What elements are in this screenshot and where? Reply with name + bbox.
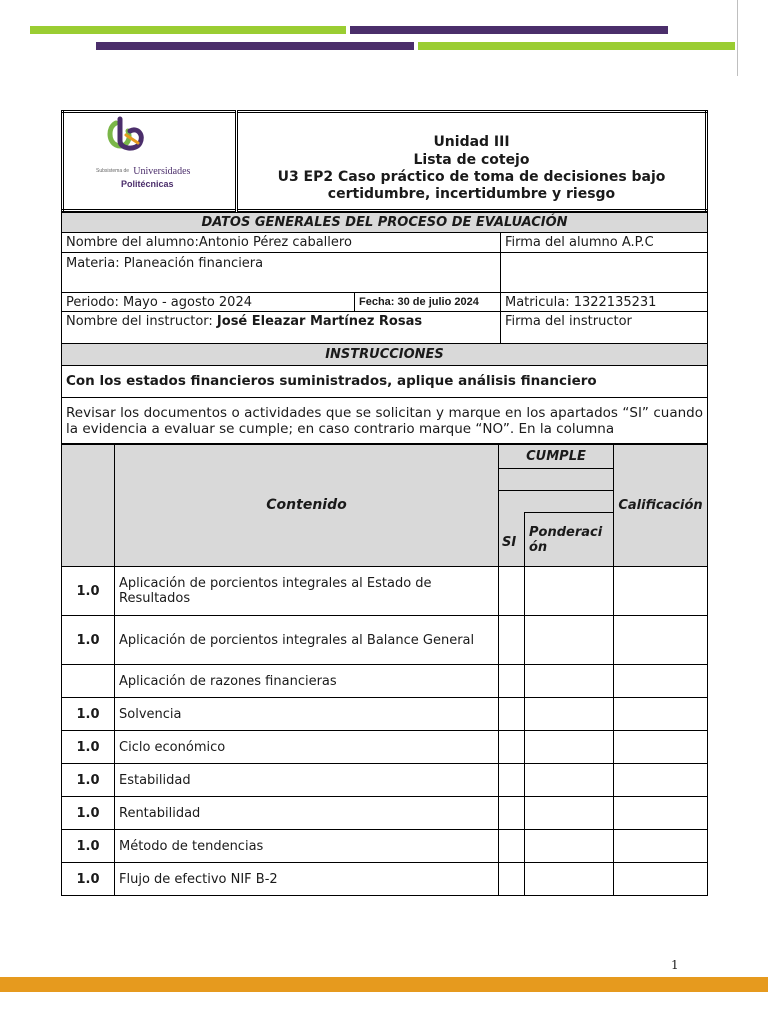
number-header <box>62 445 115 567</box>
ponderacion-header: Ponderación <box>525 513 614 567</box>
table-row <box>62 665 708 698</box>
table-row <box>62 567 708 616</box>
cumple-subrow <box>499 469 614 491</box>
row-number: 1.0 <box>62 863 115 896</box>
cumple-subrow-2 <box>499 491 614 513</box>
instructions-main: Con los estados financieros suministrados, aplique análisis financiero <box>62 366 708 398</box>
table-row <box>62 731 708 764</box>
row-number: 1.0 <box>62 830 115 863</box>
ponderacion-cell[interactable] <box>525 567 614 616</box>
calificacion-cell[interactable] <box>614 698 708 731</box>
ponderacion-cell[interactable] <box>525 665 614 698</box>
header-bar-green-1 <box>30 26 346 34</box>
si-checkbox-cell[interactable] <box>499 764 525 797</box>
table-row <box>62 863 708 896</box>
student-name: Nombre del alumno:Antonio Pérez caballero <box>62 233 501 253</box>
row-content: Aplicación de porcientos integrales al Estado de Resultados <box>115 567 499 616</box>
si-checkbox-cell[interactable] <box>499 567 525 616</box>
row-number: 1.0 <box>62 731 115 764</box>
row-number: 1.0 <box>62 567 115 616</box>
logo-caption <box>96 164 216 189</box>
row-content: Aplicación de porcientos integrales al Balance General <box>115 616 499 665</box>
cumple-header: CUMPLE <box>499 445 614 469</box>
logo-caption-brand: Politécnicas <box>121 179 174 189</box>
table-row <box>62 698 708 731</box>
header-bar-purple-1 <box>350 26 668 34</box>
row-number: 1.0 <box>62 797 115 830</box>
row-content: Ciclo económico <box>115 731 499 764</box>
instructor-name: José Eleazar Martínez Rosas <box>216 314 423 329</box>
universidades-politecnicas-logo <box>64 113 238 209</box>
page-number: 1 <box>671 958 679 972</box>
instructor <box>62 312 501 344</box>
general-data-table <box>61 212 708 444</box>
table-row <box>62 797 708 830</box>
si-header: SI <box>499 513 525 567</box>
row-number <box>62 665 115 698</box>
ponderacion-cell[interactable] <box>525 616 614 665</box>
header-bar-purple-2 <box>96 42 414 50</box>
ponderacion-cell[interactable] <box>525 797 614 830</box>
row-content: Método de tendencias <box>115 830 499 863</box>
checklist-table <box>61 444 708 896</box>
evaluation-form <box>61 110 708 896</box>
si-checkbox-cell[interactable] <box>499 731 525 764</box>
enrollment-number: Matricula: 1322135231 <box>501 293 708 312</box>
content-header: Contenido <box>115 445 499 567</box>
activity-title: U3 EP2 Caso práctico de toma de decisiones bajo certidumbre, incertidumbre y riesgo <box>277 169 666 202</box>
calificacion-cell[interactable] <box>614 665 708 698</box>
si-checkbox-cell[interactable] <box>499 616 525 665</box>
calificacion-cell[interactable] <box>614 797 708 830</box>
instructions-detail: Revisar los documentos o actividades que se solicitan y marque en los apartados “SI” cuando la evidencia a evaluar se cumple; en caso contrario marque “NO”. En la columna <box>62 398 708 444</box>
ponderacion-cell[interactable] <box>525 698 614 731</box>
calificacion-cell[interactable] <box>614 764 708 797</box>
general-data-section-title: DATOS GENERALES DEL PROCESO DE EVALUACIÓN <box>62 213 708 233</box>
row-content: Solvencia <box>115 698 499 731</box>
ponderacion-cell[interactable] <box>525 830 614 863</box>
calificacion-cell[interactable] <box>614 863 708 896</box>
row-content: Estabilidad <box>115 764 499 797</box>
row-content: Aplicación de razones financieras <box>115 665 499 698</box>
evaluation-date: Fecha: 30 de julio 2024 <box>355 293 501 312</box>
instructor-signature: Firma del instructor <box>501 312 708 344</box>
si-checkbox-cell[interactable] <box>499 698 525 731</box>
ponderacion-cell[interactable] <box>525 764 614 797</box>
logo-cell <box>63 112 237 211</box>
ponderacion-cell[interactable] <box>525 731 614 764</box>
row-content: Flujo de efectivo NIF B-2 <box>115 863 499 896</box>
header-bar-green-2 <box>418 42 735 50</box>
table-row <box>62 616 708 665</box>
footer-bar-orange <box>0 977 768 992</box>
calificacion-header: Calificación <box>614 445 708 567</box>
ponderacion-cell[interactable] <box>525 863 614 896</box>
si-checkbox-cell[interactable] <box>499 797 525 830</box>
si-checkbox-cell[interactable] <box>499 665 525 698</box>
row-number: 1.0 <box>62 764 115 797</box>
logo-caption-name: Universidades <box>133 166 191 177</box>
row-content: Rentabilidad <box>115 797 499 830</box>
period: Periodo: Mayo - agosto 2024 <box>62 293 355 312</box>
row-number: 1.0 <box>62 616 115 665</box>
header-box <box>61 110 708 212</box>
instructor-label: Nombre del instructor: <box>66 314 217 329</box>
calificacion-cell[interactable] <box>614 830 708 863</box>
logo-caption-small: Subsistema de <box>96 168 130 174</box>
table-row <box>62 830 708 863</box>
checklist-title: Lista de cotejo <box>413 152 530 168</box>
row-number: 1.0 <box>62 698 115 731</box>
table-row <box>62 764 708 797</box>
margin-line <box>737 0 738 76</box>
si-checkbox-cell[interactable] <box>499 830 525 863</box>
unit-title: Unidad III <box>433 134 510 150</box>
calificacion-cell[interactable] <box>614 616 708 665</box>
document-title <box>237 112 707 211</box>
instructions-section-title: INSTRUCCIONES <box>62 344 708 366</box>
subject: Materia: Planeación financiera <box>62 253 501 293</box>
si-checkbox-cell[interactable] <box>499 863 525 896</box>
calificacion-cell[interactable] <box>614 567 708 616</box>
subject-blank-cell <box>501 253 708 293</box>
calificacion-cell[interactable] <box>614 731 708 764</box>
student-signature: Firma del alumno A.P.C <box>501 233 708 253</box>
